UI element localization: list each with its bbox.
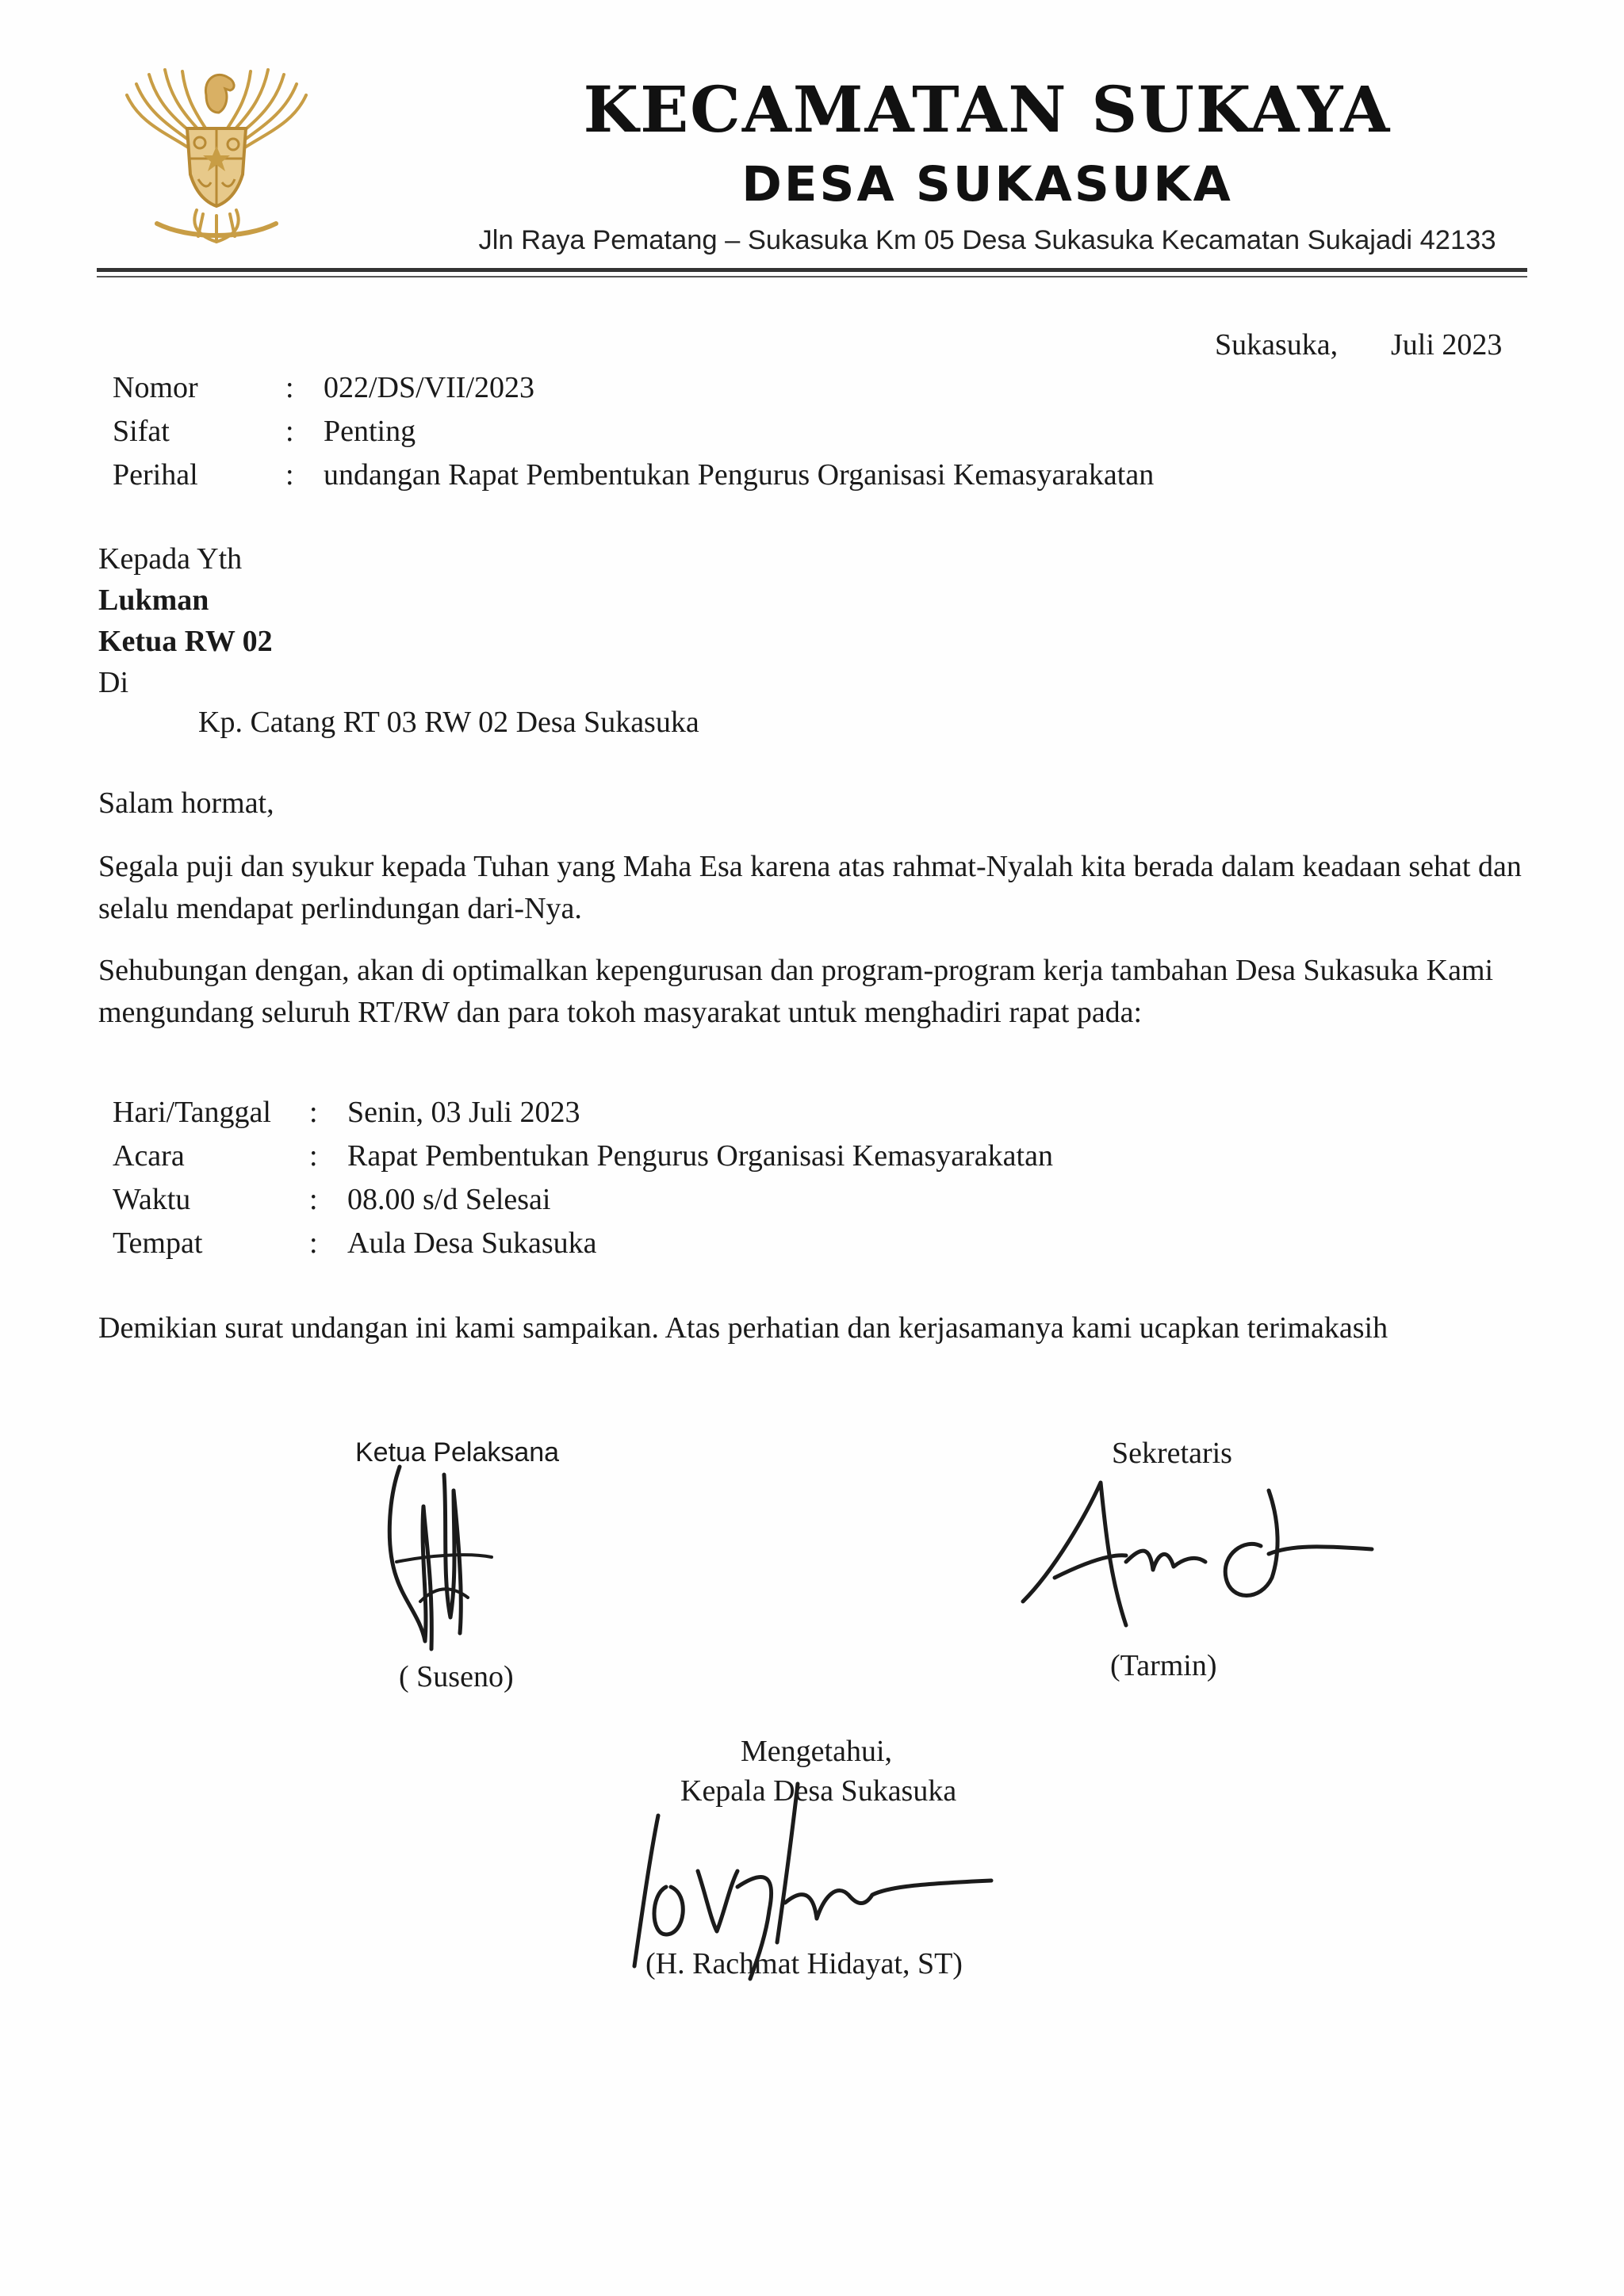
center-signer-name: (H. Rachmat Hidayat, ST) [645,1947,963,1980]
event-colon: : [309,1139,318,1173]
event-colon: : [309,1183,318,1216]
left-signer-name: ( Suseno) [399,1660,514,1693]
acknowledged-label: Mengetahui, [741,1735,893,1768]
center-signer-role: Kepala Desa Sukasuka [680,1774,957,1808]
recipient-greeting: Kepada Yth [98,542,243,576]
garuda-emblem-icon [109,40,324,254]
event-value: Rapat Pembentukan Pengurus Organisasi Kemasyarakatan [347,1139,1053,1173]
letter-date-place: Sukasuka, [1215,328,1339,362]
right-signer-role: Sekretaris [1112,1437,1232,1470]
event-colon: : [309,1226,318,1260]
letterhead-title: KECAMATAN SUKAYA [583,72,1392,147]
letterhead-address: Jln Raya Pematang – Sukasuka Km 05 Desa Sukasuka Kecamatan Sukajadi 42133 [478,225,1496,255]
event-label: Tempat [113,1226,203,1260]
meta-colon: : [285,458,294,492]
meta-value: Penting [324,415,416,448]
right-signer-name: (Tarmin) [1110,1649,1217,1682]
meta-colon: : [285,371,294,404]
left-signature-icon [365,1459,523,1665]
meta-value: undangan Rapat Pembentukan Pengurus Organisasi Kemasyarakatan [324,458,1155,492]
right-signature-icon [1007,1467,1380,1649]
recipient-di: Di [98,666,128,699]
event-value: Senin, 03 Juli 2023 [347,1096,580,1129]
event-label: Acara [113,1139,185,1173]
salutation: Salam hormat, [98,786,274,820]
event-value: Aula Desa Sukasuka [347,1226,597,1260]
letterhead-divider [97,268,1527,272]
recipient-name: Lukman [98,584,209,617]
letterhead-divider-thin [97,276,1527,277]
meta-label: Perihal [113,458,198,492]
body-paragraph-2: Sehubungan dengan, akan di optimalkan kepengurusan dan program-program kerja tambahan Desa Sukasuka Kami mengundang seluruh RT/RW dan para tokoh masyarakat untuk menghadiri rapat pada: [98,954,1494,1029]
meta-colon: : [285,415,294,448]
recipient-address: Kp. Catang RT 03 RW 02 Desa Sukasuka [198,706,699,739]
event-label: Waktu [113,1183,191,1216]
letterhead-subtitle: DESA SUKASUKA [741,156,1233,212]
meta-label: Sifat [113,415,170,448]
letter-date-month: Juli 2023 [1391,328,1503,362]
event-label: Hari/Tanggal [113,1096,271,1129]
left-signer-role: Ketua Pelaksana [355,1437,560,1468]
meta-value: 022/DS/VII/2023 [324,371,534,404]
body-paragraph-1: Segala puji dan syukur kepada Tuhan yang Maha Esa karena atas rahmat-Nyalah kita berada dalam keadaan sehat dan selalu mendapat perlindungan dari-Nya. [98,850,1522,925]
meta-label: Nomor [113,371,198,404]
event-value: 08.00 s/d Selesai [347,1183,551,1216]
recipient-position: Ketua RW 02 [98,625,273,658]
closing-paragraph: Demikian surat undangan ini kami sampaikan. Atas perhatian dan kerjasamanya kami ucapkan terimakasih [98,1311,1388,1345]
event-colon: : [309,1096,318,1129]
